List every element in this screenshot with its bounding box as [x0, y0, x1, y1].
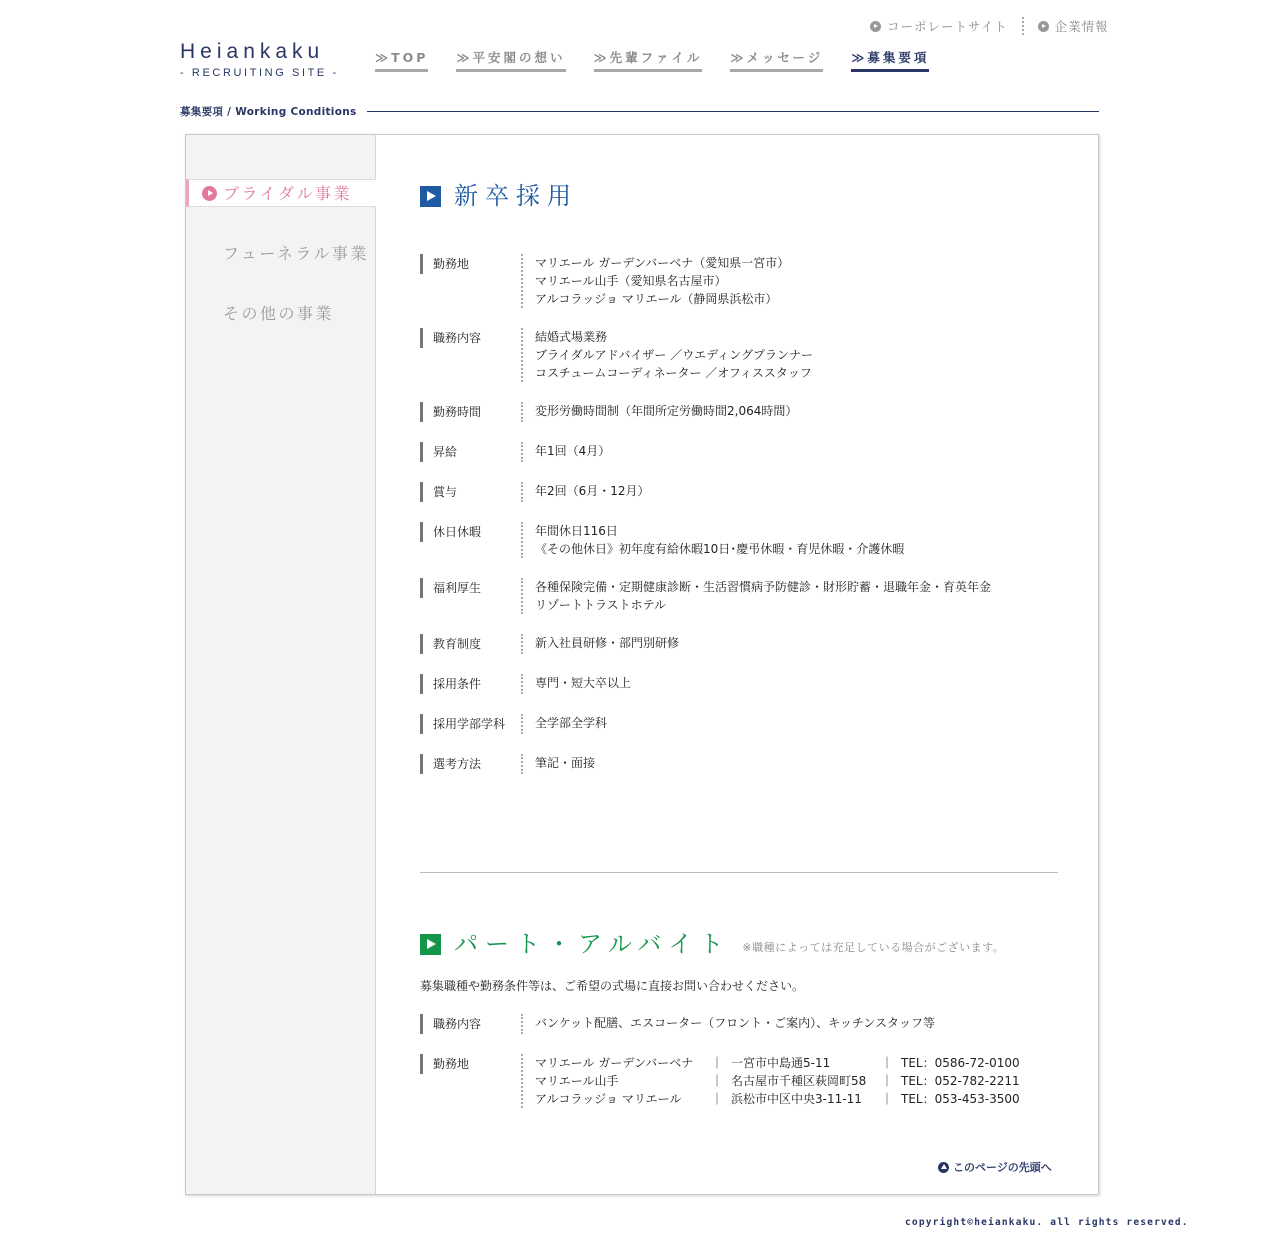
column-separator: ｜ — [711, 1074, 724, 1088]
play-square-icon — [420, 186, 441, 207]
row-value — [521, 442, 610, 462]
sidebar — [186, 135, 376, 1194]
part-time-note: ※職種によっては充足している場合がございます。 — [742, 941, 1005, 954]
value-line: 全学部全学科 — [535, 716, 608, 730]
page-top-link[interactable] — [938, 1159, 1052, 1175]
value-line: アルコラッジョ マリエール（静岡県浜松市） — [535, 292, 778, 306]
nav-label: メッセージ — [746, 50, 824, 65]
value-line: 新入社員研修・部門別研修 — [535, 636, 680, 650]
info-row — [420, 522, 904, 558]
value-line: マリエール ガーデンバーベナ（愛知県一宮市） — [535, 256, 790, 270]
sidebar-item-label: フューネラル事業 — [223, 244, 369, 263]
corporate-site-link[interactable] — [870, 17, 1008, 35]
venue-name: マリエール山手 — [535, 1074, 619, 1088]
value-line: 年2回（6月・12月） — [535, 484, 650, 498]
company-info-label: 企業情報 — [1054, 19, 1109, 34]
value-line: 《その他休日》初年度有給休暇10日･慶弔休暇・育児休暇・介護休暇 — [535, 542, 905, 556]
row-value — [521, 634, 679, 654]
row-label: 選考方法 — [420, 754, 521, 774]
value-line: バンケット配膳、エスコーター（フロント・ご案内）、キッチンスタッフ等 — [535, 1016, 935, 1030]
venue-tel: TEL：053-453-3500 — [901, 1092, 1020, 1106]
row-value — [521, 522, 904, 558]
circle-arrow-icon — [870, 21, 881, 32]
breadcrumb — [180, 104, 1099, 119]
play-square-icon — [420, 934, 441, 955]
venue-tel: TEL：052-782-2211 — [901, 1074, 1020, 1088]
info-row — [420, 254, 789, 308]
page-top-label: このページの先頭へ — [953, 1161, 1052, 1174]
info-row — [420, 714, 607, 734]
logo-subtitle: - RECRUITING SITE - — [180, 67, 339, 79]
venue-name: マリエール ガーデンバーベナ — [535, 1056, 694, 1070]
value-line: 年1回（4月） — [535, 444, 611, 458]
row-label: 勤務時間 — [420, 402, 521, 422]
nav-label: 募集要項 — [867, 50, 930, 65]
row-label: 勤務地 — [420, 1054, 521, 1074]
value-line: コスチュームコーディネーター ／オフィススタッフ — [535, 366, 812, 380]
row-value — [521, 1014, 935, 1034]
row-label: 教育制度 — [420, 634, 521, 654]
row-value — [521, 1054, 1020, 1108]
new-grad-title: 新卒採用 — [454, 182, 578, 210]
section-divider — [420, 872, 1058, 873]
double-chevron-icon: ≫ — [456, 50, 470, 65]
circle-arrow-icon — [1038, 21, 1049, 32]
up-arrow-icon — [938, 1162, 949, 1173]
value-line: リゾートトラストホテル — [535, 598, 667, 612]
venue-address: 浜松市中区中央3-11-11 — [731, 1092, 862, 1106]
row-label: 採用条件 — [420, 674, 521, 694]
row-value — [521, 674, 631, 694]
row-label: 職務内容 — [420, 1014, 521, 1034]
value-line: 変形労働時間制（年間所定労働時間2,064時間） — [535, 404, 798, 418]
nav-senior-files[interactable] — [594, 50, 703, 72]
venue-address: 一宮市中島通5-11 — [731, 1056, 831, 1070]
sidebar-item-funeral[interactable] — [186, 240, 376, 268]
breadcrumb-rule — [367, 111, 1099, 112]
row-value — [521, 578, 991, 614]
row-value — [521, 328, 813, 382]
row-label: 職務内容 — [420, 328, 521, 348]
info-row — [420, 328, 813, 382]
circle-arrow-icon — [202, 186, 217, 201]
copyright: copyright©heiankaku. all rights reserved. — [905, 1217, 1189, 1228]
info-row — [420, 402, 797, 422]
corporate-site-label: コーポレートサイト — [887, 19, 1008, 34]
info-row — [420, 482, 650, 502]
global-nav — [375, 50, 957, 72]
nav-label: 平安閣の想い — [472, 50, 566, 65]
row-label: 昇給 — [420, 442, 521, 462]
value-line: 専門・短大卒以上 — [535, 676, 632, 690]
nav-label: TOP — [391, 50, 429, 65]
column-separator: ｜ — [881, 1074, 894, 1088]
top-links — [870, 17, 1109, 35]
info-row — [420, 1014, 935, 1034]
row-label: 採用学部学科 — [420, 714, 521, 734]
nav-top[interactable] — [375, 50, 428, 72]
sidebar-item-label: ブライダル事業 — [223, 184, 353, 203]
row-label: 勤務地 — [420, 254, 521, 274]
nav-label: 先輩ファイル — [609, 50, 703, 65]
row-label: 休日休暇 — [420, 522, 521, 542]
sidebar-item-other[interactable] — [186, 300, 376, 328]
row-label: 賞与 — [420, 482, 521, 502]
venue-name: アルコラッジョ マリエール — [535, 1092, 682, 1106]
info-row — [420, 578, 991, 614]
info-row — [420, 1054, 1020, 1108]
part-time-title: パート・アルバイト — [454, 930, 731, 958]
value-line: 年間休日116日 — [535, 524, 618, 538]
value-line: 筆記・面接 — [535, 756, 596, 770]
double-chevron-icon: ≫ — [375, 50, 389, 65]
company-info-link[interactable] — [1038, 17, 1109, 35]
nav-recruitment[interactable] — [851, 50, 929, 72]
column-separator: ｜ — [711, 1056, 724, 1070]
site-logo[interactable] — [180, 40, 339, 79]
page-title: 募集要項 / Working Conditions — [180, 106, 357, 118]
row-value — [521, 714, 607, 734]
row-value — [521, 754, 595, 774]
sidebar-item-label: その他の事業 — [223, 304, 335, 323]
row-value — [521, 482, 650, 502]
nav-philosophy[interactable] — [456, 50, 565, 72]
info-row — [420, 634, 679, 654]
link-separator — [1022, 17, 1024, 35]
double-chevron-icon: ≫ — [730, 50, 744, 65]
info-row — [420, 754, 595, 774]
sidebar-item-bridal[interactable] — [186, 179, 376, 207]
part-time-intro: 募集職種や勤務条件等は、ご希望の式場に直接お問い合わせください。 — [420, 979, 805, 993]
value-line: 各種保険完備・定期健康診断・生活習慣病予防健診・財形貯蓄・退職年金・育英年金 — [535, 580, 992, 594]
column-separator: ｜ — [881, 1092, 894, 1106]
part-time-heading — [420, 929, 1004, 959]
location-table — [535, 1054, 1020, 1108]
value-line: ブライダルアドバイザー ／ウエディングプランナー — [535, 348, 814, 362]
venue-tel: TEL：0586-72-0100 — [901, 1056, 1020, 1070]
column-separator: ｜ — [711, 1092, 724, 1106]
info-row — [420, 674, 631, 694]
row-label: 福利厚生 — [420, 578, 521, 598]
value-line: マリエール山手（愛知県名古屋市） — [535, 274, 727, 288]
info-row — [420, 442, 610, 462]
double-chevron-icon: ≫ — [851, 50, 865, 65]
column-separator: ｜ — [881, 1056, 894, 1070]
nav-message[interactable] — [730, 50, 823, 72]
value-line: 結婚式場業務 — [535, 330, 608, 344]
row-value — [521, 402, 797, 422]
row-value — [521, 254, 789, 308]
double-chevron-icon: ≫ — [593, 50, 607, 65]
logo-name: Heiankaku — [180, 40, 325, 63]
venue-address: 名古屋市千種区萩岡町58 — [731, 1074, 867, 1088]
main-panel — [185, 134, 1099, 1195]
new-grad-heading — [420, 181, 578, 211]
